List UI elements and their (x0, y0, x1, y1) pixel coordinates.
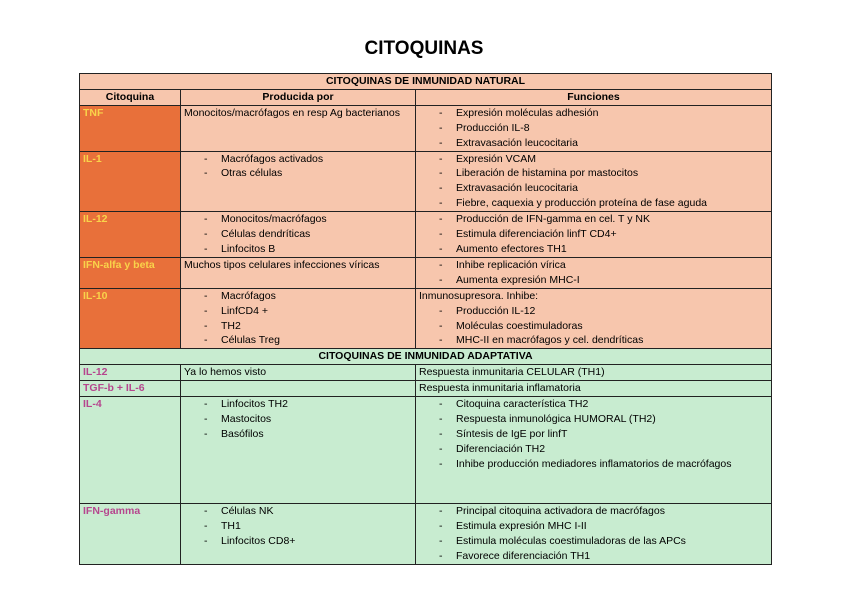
list-item: - Células NK (184, 504, 412, 519)
producers-list (184, 152, 412, 182)
cytokine-name: IL-12 (80, 365, 181, 381)
list-item: - Linfocitos TH2 (184, 397, 412, 412)
cytokine-table (79, 73, 772, 565)
cytokine-name: IL-4 (80, 397, 181, 504)
list-item: - Inhibe producción mediadores inflamatorios de macrófagos (419, 457, 768, 472)
cytokine-name: IFN-gamma (80, 504, 181, 565)
functions-text: Inmunosupresora. Inhibe: (419, 289, 539, 302)
table-row (80, 504, 772, 565)
producers-text: Ya lo hemos visto (184, 366, 267, 379)
functions-list (419, 152, 768, 212)
table-row (80, 257, 772, 288)
functions-list (419, 106, 768, 151)
list-item: - Linfocitos B (184, 242, 412, 257)
list-item: - Citoquina característica TH2 (419, 397, 768, 412)
cytokine-name: TGF-b + IL-6 (80, 381, 181, 397)
list-item: - Expresión moléculas adhesión (419, 106, 768, 121)
functions-cell (416, 397, 772, 504)
producers-cell (181, 381, 416, 397)
list-item: - Células dendríticas (184, 227, 412, 242)
functions-cell (416, 381, 772, 397)
list-item: - Aumento efectores TH1 (419, 242, 768, 257)
functions-text: Respuesta inmunitaria CELULAR (TH1) (419, 366, 605, 379)
functions-list (419, 504, 768, 564)
table-row (80, 397, 772, 504)
producers-cell (181, 257, 416, 288)
functions-list (419, 397, 768, 472)
functions-cell (416, 212, 772, 258)
functions-text: Respuesta inmunitaria inflamatoria (419, 382, 581, 395)
functions-cell (416, 151, 772, 212)
list-item: - Favorece diferenciación TH1 (419, 549, 768, 564)
list-item: - Macrófagos (184, 289, 412, 304)
producers-list (184, 397, 412, 442)
list-item: - Estimula expresión MHC I-II (419, 519, 768, 534)
list-item: - Moléculas coestimuladoras (419, 319, 768, 334)
list-item: - Producción IL-12 (419, 304, 768, 319)
functions-cell (416, 504, 772, 565)
list-item: - Monocitos/macrófagos (184, 212, 412, 227)
list-item: - Basófilos (184, 427, 412, 442)
producers-cell (181, 105, 416, 151)
section-heading: CITOQUINAS DE INMUNIDAD NATURAL (80, 74, 772, 90)
list-item: - TH2 (184, 319, 412, 334)
section-heading-row (80, 349, 772, 365)
list-item: - Extravasación leucocitaria (419, 136, 768, 151)
table-row (80, 381, 772, 397)
list-item: - Respuesta inmunológica HUMORAL (TH2) (419, 412, 768, 427)
functions-list (419, 304, 768, 349)
list-item: - Síntesis de IgE por linfT (419, 427, 768, 442)
column-header: Funciones (416, 89, 772, 105)
cytokine-name: IFN-alfa y beta (80, 257, 181, 288)
list-item: - Aumenta expresión MHC-I (419, 273, 768, 288)
functions-list (419, 212, 768, 257)
functions-list (419, 258, 768, 288)
table-row (80, 288, 772, 349)
producers-cell (181, 397, 416, 504)
column-header: Citoquina (80, 89, 181, 105)
list-item: - Liberación de histamina por mastocitos (419, 166, 768, 181)
list-item: - Estimula moléculas coestimuladoras de las APCs (419, 534, 768, 549)
section-heading: CITOQUINAS DE INMUNIDAD ADAPTATIVA (80, 349, 772, 365)
functions-cell (416, 288, 772, 349)
list-item: - MHC-II en macrófagos y cel. dendríticas (419, 333, 768, 348)
section-heading-row (80, 74, 772, 90)
functions-cell (416, 257, 772, 288)
producers-list (184, 289, 412, 349)
producers-cell (181, 212, 416, 258)
cytokine-name: IL-12 (80, 212, 181, 258)
list-item: - Estimula diferenciación linfT CD4+ (419, 227, 768, 242)
list-item: - Inhibe replicación vírica (419, 258, 768, 273)
producers-cell (181, 504, 416, 565)
list-item: - Diferenciación TH2 (419, 442, 768, 457)
table-row (80, 105, 772, 151)
cytokine-name: IL-10 (80, 288, 181, 349)
functions-cell (416, 105, 772, 151)
page-title: CITOQUINAS (364, 38, 484, 59)
list-item: - Principal citoquina activadora de macrófagos (419, 504, 768, 519)
list-item: - LinfCD4 + (184, 304, 412, 319)
list-item: - Otras células (184, 166, 412, 181)
table-row (80, 212, 772, 258)
list-item: - Células Treg (184, 333, 412, 348)
cytokine-name: IL-1 (80, 151, 181, 212)
producers-list (184, 212, 412, 257)
cytokine-name: TNF (80, 105, 181, 151)
column-header: Producida por (181, 89, 416, 105)
producers-cell (181, 288, 416, 349)
producers-list (184, 504, 412, 549)
producers-text: Monocitos/macrófagos en resp Ag bacterianos (184, 106, 400, 119)
list-item: - Extravasación leucocitaria (419, 181, 768, 196)
list-item: - Expresión VCAM (419, 152, 768, 167)
list-item: - Fiebre, caquexia y producción proteína de fase aguda (419, 196, 768, 211)
list-item: - Mastocitos (184, 412, 412, 427)
column-header-row (80, 89, 772, 105)
producers-cell (181, 365, 416, 381)
table-row (80, 151, 772, 212)
list-item: - Linfocitos CD8+ (184, 534, 412, 549)
list-item: - Producción IL-8 (419, 121, 768, 136)
producers-cell (181, 151, 416, 212)
list-item: - TH1 (184, 519, 412, 534)
list-item: - Producción de IFN-gamma en cel. T y NK (419, 212, 768, 227)
functions-cell (416, 365, 772, 381)
list-item: - Macrófagos activados (184, 152, 412, 167)
table-row (80, 365, 772, 381)
producers-text: Muchos tipos celulares infecciones víricas (184, 258, 380, 271)
